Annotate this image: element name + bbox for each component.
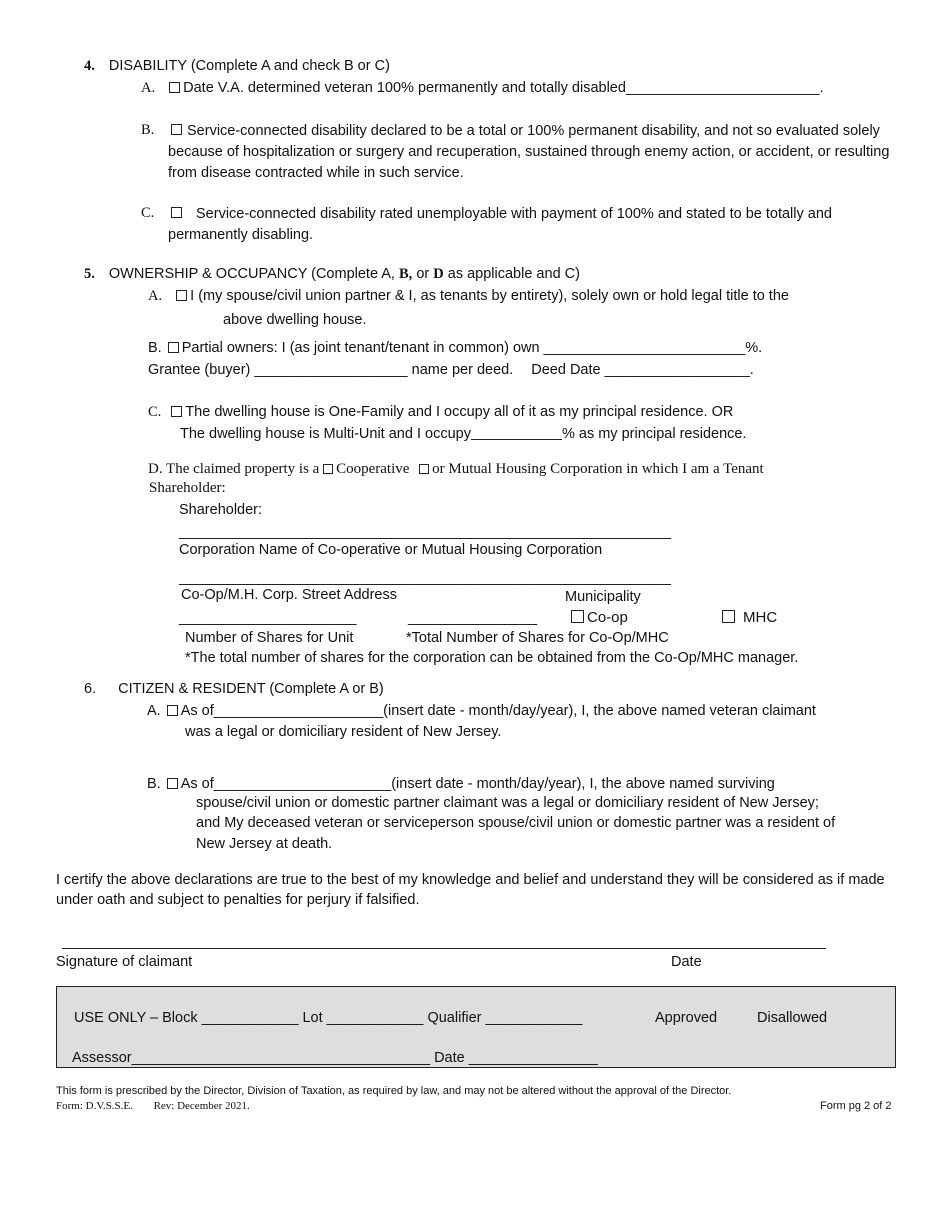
section-5a-line2: above dwelling house. [223, 312, 367, 328]
grantee-label: Grantee (buyer) [148, 362, 251, 378]
section-6a-label: A. [147, 703, 161, 719]
section-6b [147, 775, 775, 793]
signature-line[interactable] [62, 948, 826, 949]
section-5c-checkbox[interactable] [171, 406, 182, 417]
mutual-housing-checkbox[interactable] [419, 464, 429, 474]
section-4a [141, 79, 824, 97]
section-6a-as-of: As of [180, 703, 214, 719]
section-4a-date-field[interactable]: ________________________. [625, 80, 824, 96]
shares-for-unit-label: Number of Shares for Unit [185, 630, 354, 646]
street-address-label: Co-Op/M.H. Corp. Street Address [181, 587, 397, 603]
signature-label: Signature of claimant [56, 954, 193, 970]
section-5-title-or: or [416, 266, 430, 282]
section-5-heading [84, 265, 580, 283]
shares-for-unit-field[interactable]: ______________________ [179, 610, 357, 626]
section-5b-label: B. [148, 340, 162, 356]
revision-date: Rev: December 2021. [153, 1100, 250, 1112]
section-5c-text: The dwelling house is One-Family and I occupy all of it as my principal residence. OR [185, 404, 734, 420]
section-4c-text: Service-connected disability rated unemployable with payment of 100% and stated to be totally and permanently disabling. [168, 206, 832, 243]
section-4-heading [84, 57, 390, 75]
section-4a-text: Date V.A. determined veteran 100% permanently and totally disabled [183, 80, 626, 96]
section-6b-line3: and My deceased veteran or serviceperson spouse/civil union or domestic partner was a resident of [196, 815, 836, 831]
section-6a-line2: was a legal or domiciliary resident of New Jersey. [185, 724, 502, 740]
disallowed-label[interactable]: Disallowed [757, 1010, 828, 1026]
use-only-row-2 [72, 1049, 598, 1067]
section-6a-date-field[interactable]: _____________________ [213, 703, 384, 719]
cooperative-checkbox[interactable] [323, 464, 333, 474]
section-5b-percent-field[interactable]: _________________________%. [543, 340, 763, 356]
section-5c-line2 [180, 425, 747, 443]
section-6a-text: (insert date - month/day/year), I, the above named veteran claimant [383, 703, 816, 719]
block-field[interactable]: ____________ [201, 1010, 299, 1026]
use-only-label: USE ONLY [74, 1010, 146, 1026]
section-4b-label: B. [141, 122, 155, 138]
deed-date-label: Deed Date [531, 362, 601, 378]
use-only-dash: – [150, 1010, 159, 1026]
section-5c [148, 403, 733, 421]
footer-notice: This form is prescribed by the Director, Division of Taxation, as required by law, and may not be altered without the approval of the Director. [56, 1085, 732, 1097]
section-4a-label: A. [141, 80, 156, 96]
qualifier-field[interactable]: ____________ [485, 1010, 583, 1026]
cooperative-label: Cooperative [336, 461, 410, 477]
occupy-percent-field[interactable] [471, 425, 562, 440]
total-shares-label: *Total Number of Shares for Co-Op/MHC [406, 630, 669, 646]
section-5a-label: A. [148, 288, 163, 304]
section-6b-line4: New Jersey at death. [196, 836, 333, 852]
lot-label: Lot [302, 1010, 323, 1026]
section-5a [148, 287, 789, 305]
footer-form-id [56, 1099, 250, 1113]
section-4b-text: Service-connected disability declared to be a total or 100% permanent disability, and not so evaluated solely because of hospitalization or surgery and recuperation, sustained through enemy action, or accident, or resulting from disease contracted while in such service. [168, 123, 890, 181]
mhc-option[interactable] [722, 609, 777, 627]
assessor-date-label: Date [434, 1050, 465, 1066]
section-5-title-b: B, [398, 266, 413, 282]
corporation-name-label: Corporation Name of Co-operative or Mutual Housing Corporation [179, 542, 603, 558]
section-6-title: CITIZEN & RESIDENT (Complete A or B) [118, 681, 384, 697]
section-6-heading [84, 680, 384, 698]
section-4a-checkbox[interactable] [169, 82, 180, 93]
coop-option[interactable] [571, 609, 628, 627]
section-5d-text: D. The claimed property is a [148, 461, 320, 477]
section-5d-line2: Shareholder: [149, 480, 226, 496]
section-4c-label: C. [141, 205, 155, 221]
certification-text: I certify the above declarations are true to the best of my knowledge and belief and understand they will be considered as if made under oath and subject to penalties for perjury if falsified. [56, 872, 885, 908]
section-5-number: 5. [84, 266, 95, 282]
section-6a-checkbox[interactable] [167, 705, 178, 716]
page-number: Form pg 2 of 2 [820, 1100, 892, 1112]
section-5-title-d: D [433, 266, 444, 282]
section-6b-line2: spouse/civil union or domestic partner claimant was a legal or domiciliary resident of New Jersey; [196, 795, 819, 811]
lot-field[interactable]: ____________ [326, 1010, 424, 1026]
assessor-date-field[interactable]: ________________ [468, 1050, 598, 1066]
grantee-field[interactable]: ___________________ [254, 362, 408, 378]
section-5d-text-post: or Mutual Housing Corporation in which I am a Tenant [432, 461, 764, 477]
mhc-checkbox[interactable] [722, 610, 735, 623]
mhc-label: MHC [743, 609, 778, 626]
assessor-label: Assessor [72, 1050, 132, 1066]
use-only-row-1 [74, 1009, 582, 1027]
name-per-deed-label: name per deed. [411, 362, 514, 378]
signature-date-label: Date [671, 954, 702, 970]
section-6-number: 6. [84, 681, 97, 697]
section-4-title: DISABILITY (Complete A and check B or C) [108, 58, 390, 74]
principal-residence-text: % as my principal residence. [561, 426, 747, 442]
section-5b-line2 [148, 361, 754, 379]
section-5b-text: Partial owners: I (as joint tenant/tenant in common) own [181, 340, 540, 356]
section-6a [147, 702, 816, 720]
section-5b-checkbox[interactable] [168, 342, 179, 353]
shareholder-label: Shareholder: [179, 502, 263, 518]
section-5a-text: I (my spouse/civil union partner & I, as tenants by entirety), solely own or hold legal title to the [190, 288, 789, 304]
section-6b-checkbox[interactable] [167, 778, 178, 789]
assessor-field[interactable]: _____________________________________ [131, 1050, 431, 1066]
section-5-title-post: as applicable and C) [447, 266, 580, 282]
approved-label[interactable]: Approved [655, 1010, 718, 1026]
coop-label: Co-op [587, 609, 628, 626]
form-id: Form: D.V.S.S.E. [56, 1100, 133, 1112]
section-6b-date-field[interactable]: ______________________ [213, 776, 392, 792]
section-5c-label: C. [148, 404, 162, 420]
municipality-label: Municipality [565, 589, 641, 605]
section-6b-label: B. [147, 776, 161, 792]
section-5b [148, 339, 762, 357]
total-shares-field[interactable]: ________________ [408, 610, 538, 626]
section-6b-text: (insert date - month/day/year), I, the above named surviving [391, 776, 775, 792]
section-4-number: 4. [84, 58, 95, 74]
shares-note: *The total number of shares for the corporation can be obtained from the Co-Op/MHC manager. [185, 650, 799, 666]
block-label: Block [162, 1010, 198, 1026]
coop-checkbox[interactable] [571, 610, 584, 623]
section-5a-checkbox[interactable] [176, 290, 187, 301]
street-address-field[interactable]: _____________________________________________________________ [179, 570, 671, 586]
corporation-name-field[interactable]: _____________________________________________________________ [179, 524, 671, 540]
qualifier-label: Qualifier [427, 1010, 482, 1026]
section-5-title: OWNERSHIP & OCCUPANCY (Complete A, [108, 266, 395, 282]
section-6b-as-of: As of [180, 776, 214, 792]
deed-date-field[interactable]: __________________. [604, 362, 754, 378]
multi-unit-text: The dwelling house is Multi-Unit and I occupy [180, 426, 471, 442]
section-5d [148, 460, 764, 478]
